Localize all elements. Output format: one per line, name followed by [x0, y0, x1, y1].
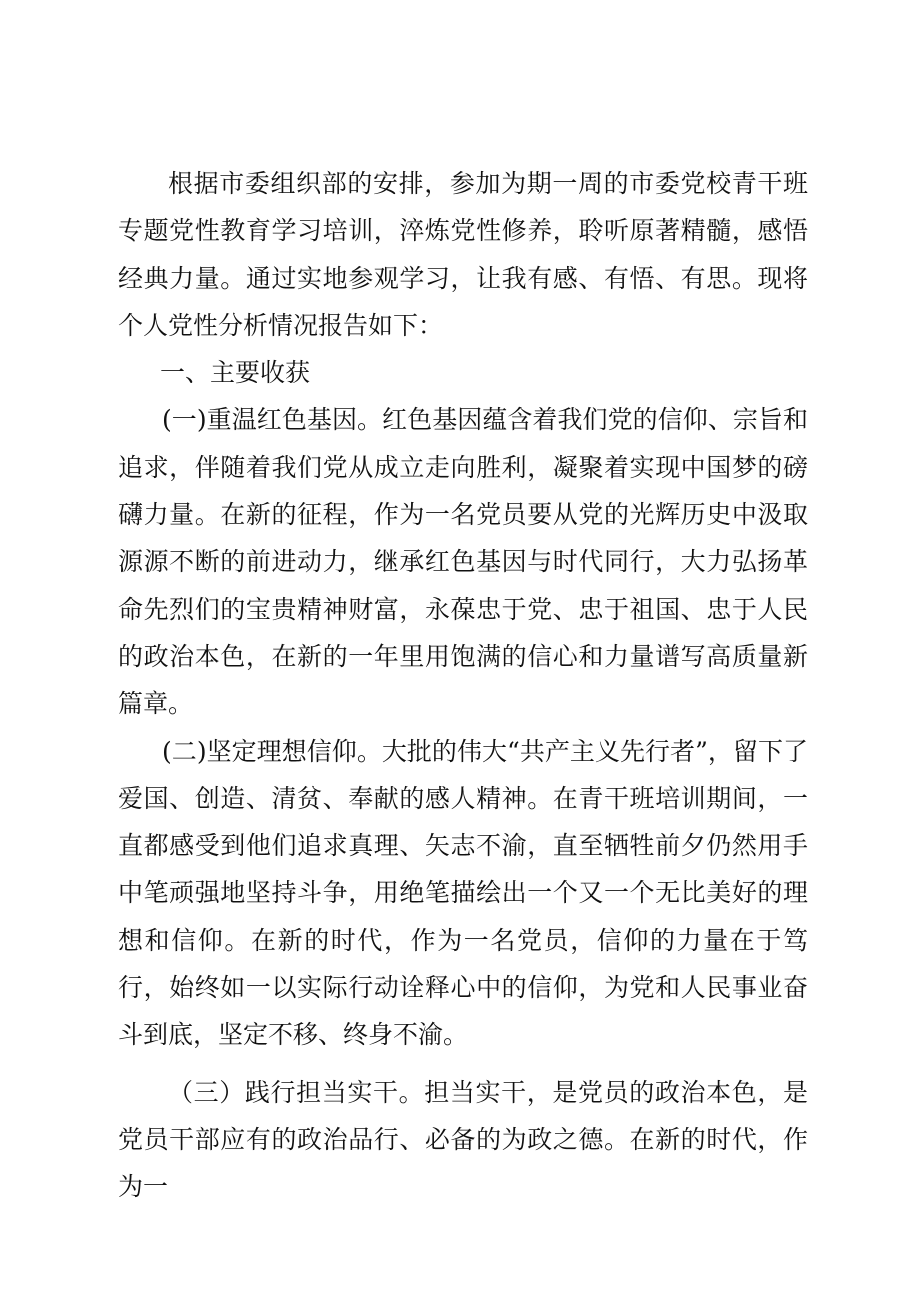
section-heading-main-gains: 一、主要收获: [160, 358, 311, 388]
paragraph-intro: 根据市委组织部的安排，参加为期一周的市委党校青干班专题党性教育学习培训，淬炼党性修养，聆听原著精髓，感悟经典力量。通过实地参观学习，让我有感、有悟、有思。现将个人党性分析情况报告如下：: [118, 169, 808, 340]
document-body: [118, 160, 808, 1211]
paragraph-responsibility: （三）践行担当实干。担当实干，是党员的政治本色，是党员干部应有的政治品行、必备的为政之德。在新的时代，作为一: [118, 1077, 808, 1202]
paragraph-red-gene: (一)重温红色基因。红色基因蕴含着我们党的信仰、宗旨和追求，伴随着我们党从成立走向胜利，凝聚着实现中国梦的磅礴力量。在新的征程，作为一名党员要从党的光辉历史中汲取源源不断的前进动力，继承红色基因与时代同行，大力弘扬革命先烈们的宝贵精神财富，永葆忠于党、忠于祖国、忠于人民的政治本色，在新的一年里用饱满的信心和力量谱写高质量新篇章。: [118, 405, 808, 719]
paragraph-ideal-belief: (二)坚定理想信仰。大批的伟大“共产主义先行者”，留下了爱国、创造、清贫、奉献的感人精神。在青干班培训期间，一直都感受到他们追求真理、矢志不渝，直至牺牲前夕仍然用手中笔顽强地坚持斗争，用绝笔描绘出一个又一个无比美好的理想和信仰。在新的时代，作为一名党员，信仰的力量在于笃行，始终如一以实际行动诠释心中的信仰，为党和人民事业奋斗到底，坚定不移、终身不渝。: [118, 736, 808, 1050]
